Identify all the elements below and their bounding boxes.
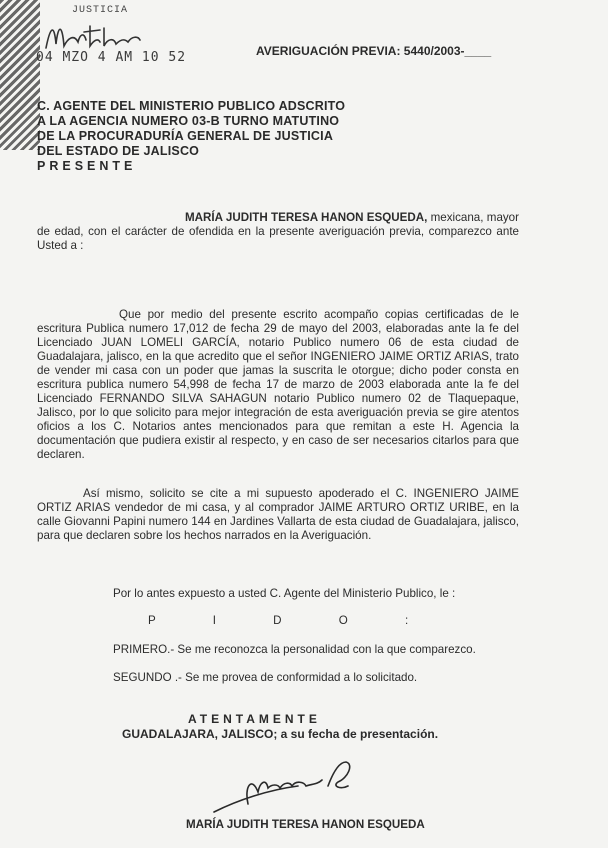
addressee-line: DEL ESTADO DE JALISCO [37,144,200,158]
presente-label: PRESENTE [37,159,137,173]
closing-atentamente: ATENTAMENTE [188,712,321,726]
pido-heading: P I D O : [148,614,436,627]
addressee-block [37,99,345,174]
request-intro: Por lo antes expuesto a usted C. Agente del Ministerio Publico, le : [113,587,456,600]
addressee-line: A LA AGENCIA NUMERO 03-B TURNO MATUTINO [37,114,340,128]
signer-name: MARÍA JUDITH TERESA HANON ESQUEDA [186,818,425,831]
request-primero: PRIMERO.- Se me reconozca la personalidad con la que comparezco. [113,643,476,656]
intro-text: mexicana, mayor de edad, con el carácter de ofendida en la presente averiguación previa, comparezco ante Usted a : [37,211,519,252]
stamp-office: JUSTICIA [72,5,129,16]
scan-edge-stripes [0,0,40,150]
addressee-line: DE LA PROCURADURÍA GENERAL DE JUSTICIA [37,129,334,143]
received-stamp: 04 MZO 4 AM 10 52 [36,50,187,65]
request-segundo: SEGUNDO .- Se me provea de conformidad a lo solicitado. [113,671,418,684]
closing-place-date: GUADALAJARA, JALISCO; a su fecha de presentación. [122,727,439,741]
addressee-line: C. AGENTE DEL MINISTERIO PUBLICO ADSCRITO [37,99,346,113]
body-paragraph-1: Que por medio del presente escrito acompaño copias certificadas de le escritura Publica numero 17,012 de fecha 29 de mayo del 2003, elaboradas ante la fe del Licenciado JUAN LOMELI GARCÍA, notario Publico numero 06 de esta ciudad de Guadalajara, jalisco, en la que acredito que el señor INGENIERO JAIME ORTIZ ARIAS, trato de vender mi casa con un poder que jamas la suscrita le otorgue; dicho poder consta en escritura publica numero 54,998 de fecha 17 de marzo de 2003 elaborada ante la fe del Licenciado FERNANDO SILVA SAHAGUN notario Publico numero 02 de Tlaquepaque, Jalisco, por lo que solicito para mejor integración de esta averiguación previa se gire atentos oficios a los C. Notarios antes mencionados para que remitan a este H. Agencia la documentación que pudiera existir al respecto, y en caso de ser necesarios citarlos para que declaren. [37,308,519,461]
body-paragraph-2: Así mismo, solicito se cite a mi supuesto apoderado el C. INGENIERO JAIME ORTIZ ARIAS vendedor de mi casa, y al comprador JAIME ARTURO ORTIZ URIBE, en la calle Giovanni Papini numero 144 en Jardines Vallarta de esta ciudad de Guadalajara, jalisco, para que declaren sobre los hechos narrados en la Averiguación. [37,487,519,542]
intro-paragraph [37,211,519,253]
case-reference: AVERIGUACIÓN PREVIA: 5440/2003-____ [256,44,492,58]
complainant-name: MARÍA JUDITH TERESA HANON ESQUEDA, [185,211,428,224]
handwritten-signature [208,756,358,818]
